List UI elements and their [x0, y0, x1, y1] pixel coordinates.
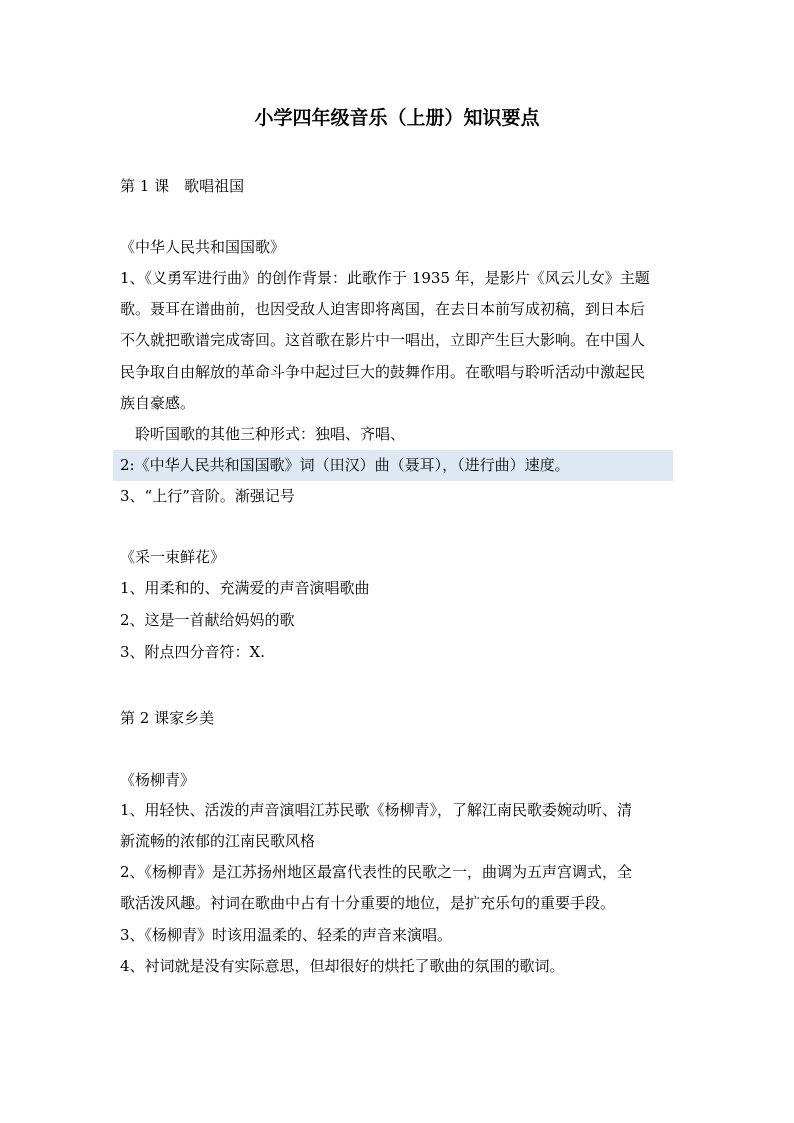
text-line: 1、《义勇军进行曲》的创作背景：此歌作于 1935 年，是影片《风云儿女》主题 [120, 269, 650, 287]
page-title: 小学四年级音乐（上册）知识要点 [254, 107, 540, 129]
text-line: 3、《杨柳青》时该用温柔的、轻柔的声音来演唱。 [120, 926, 453, 944]
song-title-yangliuqing: 《杨柳青》 [120, 771, 196, 789]
lesson-2-heading: 第 2 课家乡美 [120, 709, 215, 727]
text-line: 1、用柔和的、充满爱的声音演唱歌曲 [120, 579, 370, 597]
text-line: 聆听国歌的其他三种形式：独唱、齐唱、 [120, 425, 406, 443]
text-line: 新流畅的浓郁的江南民歌风格 [120, 832, 316, 850]
text-line: 2、这是一首献给妈妈的歌 [120, 611, 295, 629]
text-line: 民争取自由解放的革命斗争中起过巨大的鼓舞作用。在歌唱与聆听活动中激起民 [120, 363, 646, 381]
text-line: 1、用轻快、活泼的声音演唱江苏民歌《杨柳青》，了解江南民歌委婉动听、清 [120, 801, 633, 819]
text-line: 歌活泼风趣。衬词在歌曲中占有十分重要的地位，是扩充乐句的重要手段。 [120, 894, 616, 912]
text-line: 歌。聂耳在谱曲前，也因受敌人迫害即将离国，在去日本前写成初稿，到日本后 [120, 300, 646, 318]
text-line: 4、衬词就是没有实际意思，但却很好的烘托了歌曲的氛围的歌词。 [120, 957, 565, 975]
text-line: 3、“上行”音阶。渐强记号 [120, 487, 295, 505]
text-line: 不久就把歌谱完成寄回。这首歌在影片中一唱出，立即产生巨大影响。在中国人 [120, 331, 646, 349]
text-line: 族自豪感。 [120, 394, 196, 412]
text-line: 3、附点四分音符：X. [120, 643, 265, 661]
song-title-flowers: 《采一束鲜花》 [120, 548, 226, 566]
text-line: 2、《杨柳青》是江苏扬州地区最富代表性的民歌之一，曲调为五声宫调式，全 [120, 863, 633, 881]
song-title-national-anthem: 《中华人民共和国国歌》 [120, 238, 286, 256]
highlighted-line: 2:《中华人民共和国国歌》词（田汉）曲（聂耳），（进行曲）速度。 [113, 450, 673, 481]
lesson-1-heading: 第 1 课 歌唱祖国 [120, 177, 245, 195]
